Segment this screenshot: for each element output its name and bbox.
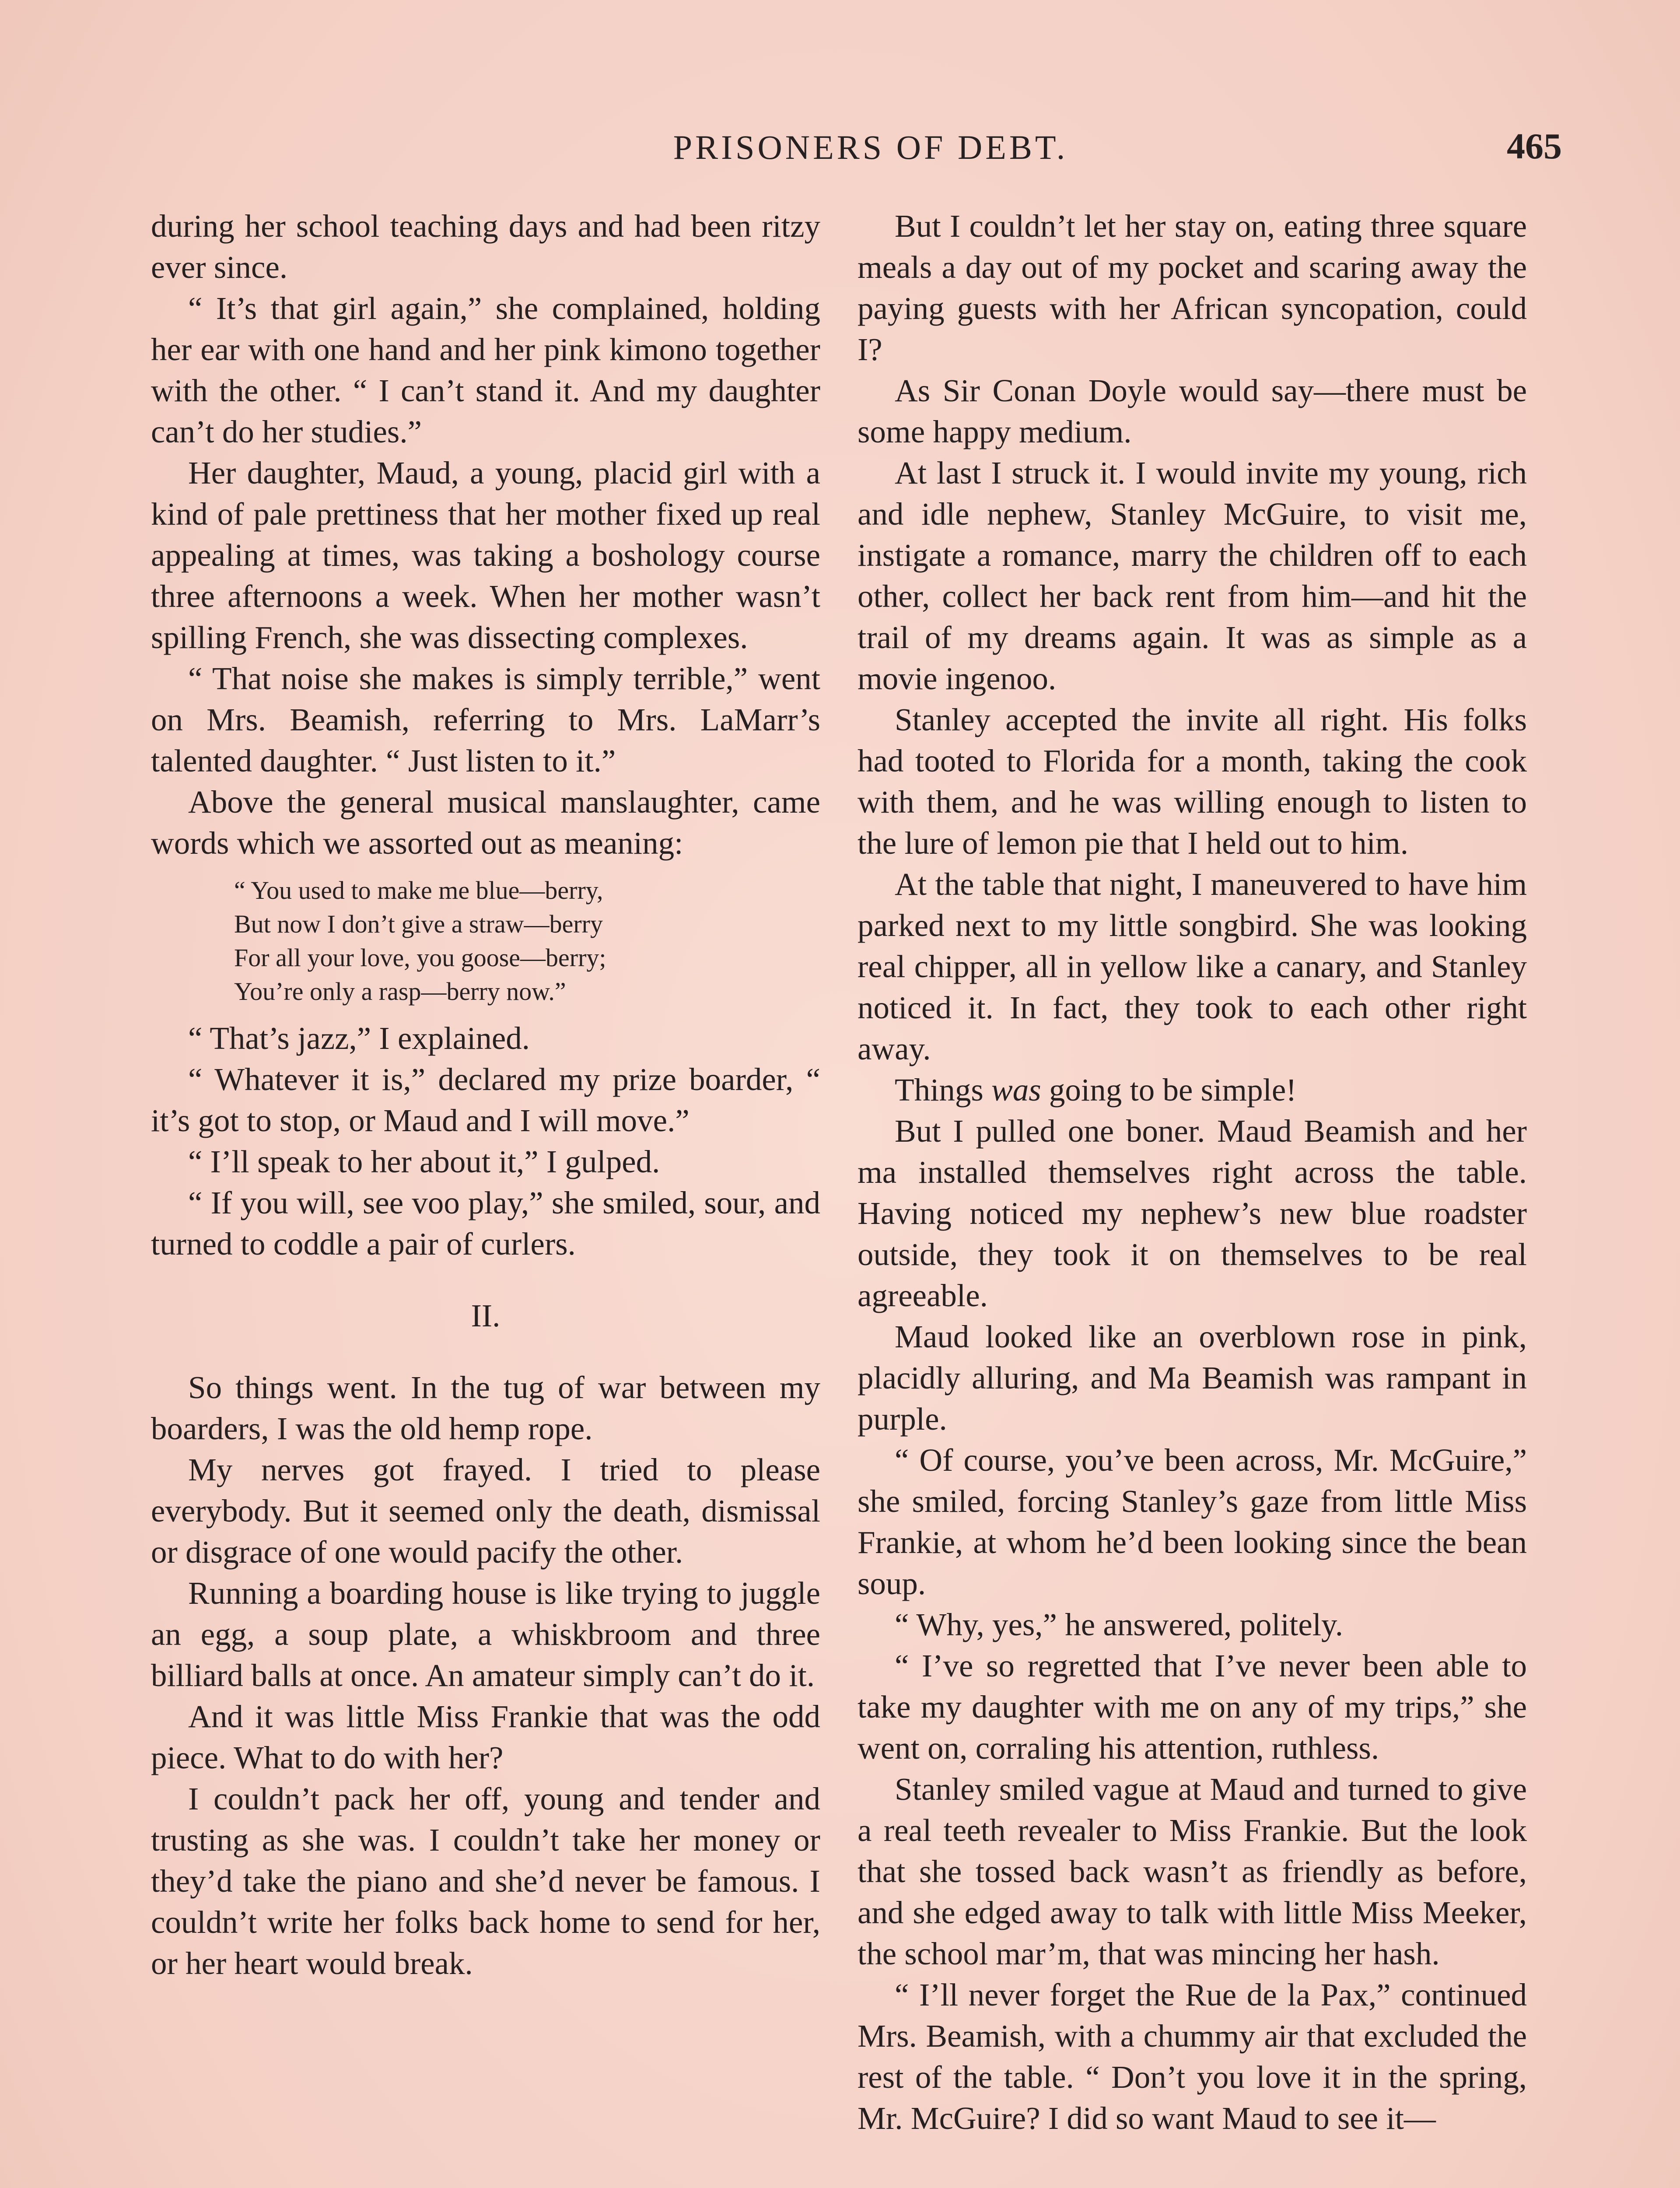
paragraph: “ Whatever it is,” declared my prize boarder, “ it’s got to stop, or Maud and I will move.” [151,1062,820,1138]
paragraph: “ I’ve so regretted that I’ve never been able to take my daughter with me on any of my trips,” she went on, corraling his attention, ruthless. [858,1648,1527,1766]
text-run: going to be simple! [1041,1072,1297,1108]
song-verse [234,873,820,1008]
paragraph: Running a boarding house is like trying to juggle an egg, a soup plate, a whiskbroom and three billiard balls at once. An amateur simply can’t do it. [151,1575,820,1693]
paragraph: I couldn’t pack her off, young and tender and trusting as she was. I couldn’t take her money or they’d take the piano and she’d never be famous. I couldn’t write her folks back home to send for her, or her heart would break. [151,1781,820,1981]
verse-line: But now I don’t give a straw—berry [234,910,603,938]
verse-line: “ You used to make me blue—berry, [234,876,603,905]
paragraph: So things went. In the tug of war between my boarders, I was the old hemp rope. [151,1370,820,1446]
paragraph: “ I’ll speak to her about it,” I gulped. [188,1144,660,1179]
paragraph: But I couldn’t let her stay on, eating three square meals a day out of my pocket and scaring away the paying guests with her African syncopation, could I? [858,208,1527,367]
paragraph: Stanley accepted the invite all right. His folks had tooted to Florida for a month, taking the cook with them, and he was willing enough to listen to the lure of lemon pie that I held out to him. [858,702,1527,861]
paragraph: “ Of course, you’ve been across, Mr. McGuire,” she smiled, forcing Stanley’s gaze from little Miss Frankie, at whom he’d been looking since the bean soup. [858,1442,1527,1601]
paragraph: “ That’s jazz,” I explained. [188,1020,530,1056]
paragraph: But I pulled one boner. Maud Beamish and her ma installed themselves right across the table. Having noticed my nephew’s new blue roadster outside, they took it on themselves to be real agreeable. [858,1113,1527,1313]
left-column [151,206,820,1984]
paragraph: Stanley smiled vague at Maud and turned to give a real teeth revealer to Miss Frankie. But the look that she tossed back wasn’t as friendly as before, and she edged away to talk with little Miss Meeker, the school mar’m, that was mincing her hash. [858,1771,1527,1971]
paragraph: And it was little Miss Frankie that was the odd piece. What to do with her? [151,1699,820,1775]
section-number: II. [471,1298,500,1333]
paragraph: Maud looked like an overblown rose in pink, placidly alluring, and Ma Beamish was rampant in purple. [858,1319,1527,1437]
paragraph: Above the general musical manslaughter, came words which we assorted out as meaning: [151,784,820,861]
right-column [858,206,1527,2139]
paragraph: “ It’s that girl again,” she complained, holding her ear with one hand and her pink kimono together with the other. “ I can’t stand it. And my daughter can’t do her studies.” [151,291,820,449]
verse-line: For all your love, you goose—berry; [234,943,606,972]
paragraph: “ I’ll never forget the Rue de la Pax,” continued Mrs. Beamish, with a chummy air that excluded the rest of the table. “ Don’t you love it in the spring, Mr. McGuire? I did so want Maud to see it— [858,1977,1527,2136]
paragraph: As Sir Conan Doyle would say—there must be some happy medium. [858,373,1527,449]
paragraph: “ That noise she makes is simply terrible,” went on Mrs. Beamish, referring to Mrs. LaMarr’s talented daughter. “ Just listen to it.” [151,661,820,778]
paragraph [858,1069,1527,1111]
running-head: PRISONERS OF DEBT. [673,128,1068,166]
text-run: Things [895,1072,992,1108]
paragraph: At the table that night, I maneuvered to have him parked next to my little songbird. She was looking real chipper, all in yellow like a canary, and Stanley noticed it. In fact, they took to each other right away. [858,866,1527,1066]
paragraph: My nerves got frayed. I tried to please everybody. But it seemed only the death, dismissal or disgrace of one would pacify the other. [151,1452,820,1570]
paragraph: Her daughter, Maud, a young, placid girl with a kind of pale prettiness that her mother fixed up real appealing at times, was taking a boshology course three afternoons a week. When her mother wasn’t spilling French, she was dissecting complexes. [151,455,820,655]
verse-line: You’re only a rasp—berry now.” [234,977,566,1006]
page-number: 465 [1507,126,1562,167]
paragraph: during her school teaching days and had been ritzy ever since. [151,208,820,285]
paragraph: “ If you will, see voo play,” she smiled, sour, and turned to coddle a pair of curlers. [151,1185,820,1262]
paragraph: At last I struck it. I would invite my young, rich and idle nephew, Stanley McGuire, to visit me, instigate a romance, marry the children off to each other, collect her back rent from him—and hit the trail of my dreams again. It was as simple as a movie ingenoo. [858,455,1527,696]
italic-word: was [991,1072,1041,1108]
paragraph: “ Why, yes,” he answered, politely. [895,1607,1344,1642]
